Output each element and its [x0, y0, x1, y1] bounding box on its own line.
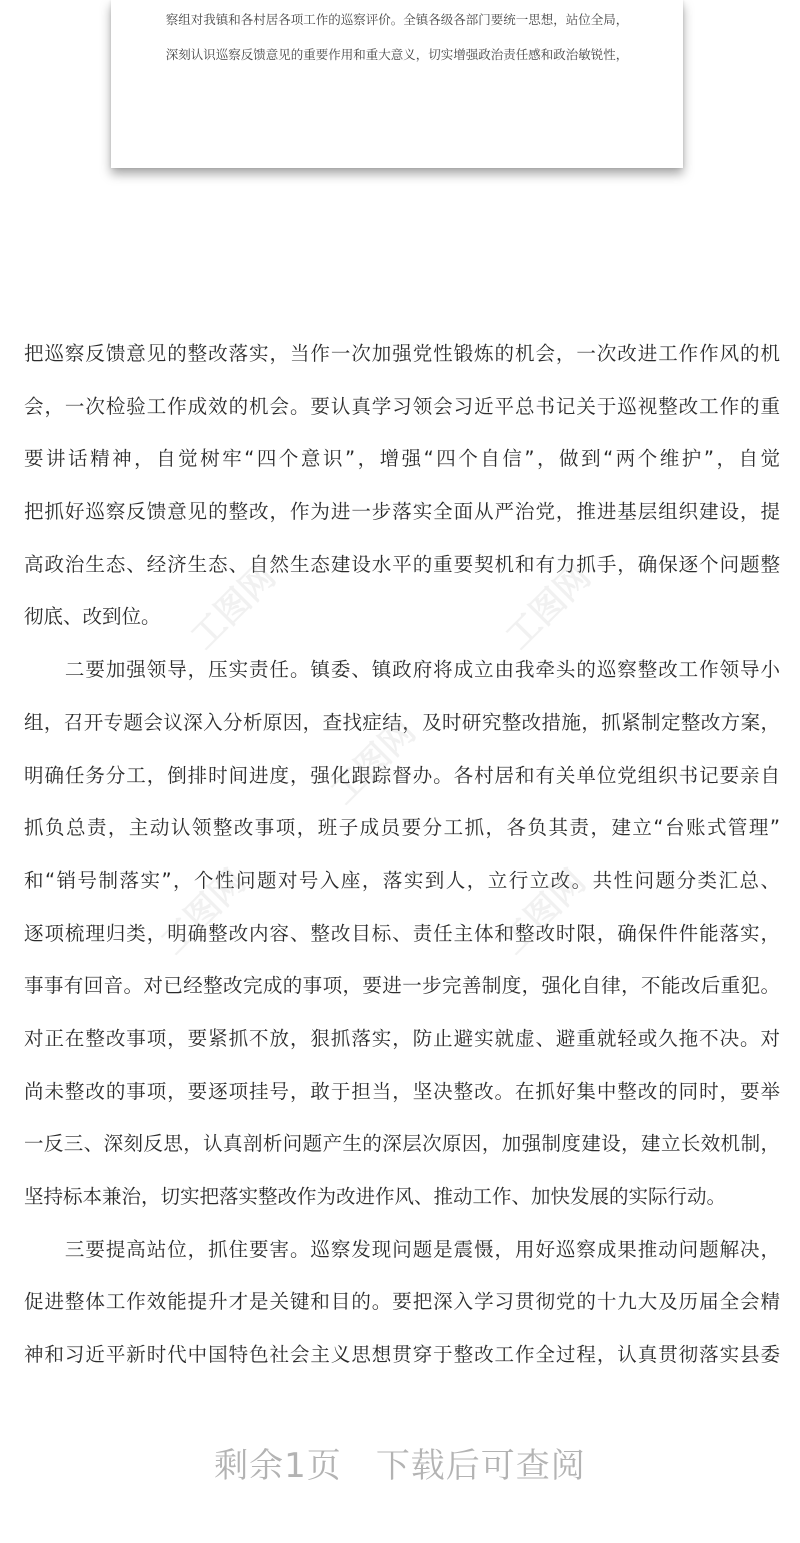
watermark: 工图网 — [493, 861, 594, 963]
body-line: 高政治生态、经济生态、自然生态建设水平的重要契机和有力抓手，确保逐个问题整 — [24, 552, 780, 576]
body-line: 坚持标本兼治，切实把落实整改作为改进作风、推动工作、加快发展的实际行动。 — [24, 1185, 727, 1208]
watermark: 工图网 — [183, 556, 284, 658]
preview-line: 深刻认识巡察反馈意见的重要作用和重大意义，切实增强政治责任感和政治敏锐性， — [165, 47, 629, 62]
body-line: 三要提高站位，抓住要害。巡察发现问题是震慑，用好巡察成果推动问题解决， — [24, 1237, 780, 1261]
remaining-pages-label: 剩余1页 — [214, 1446, 342, 1486]
body-line: 把巡察反馈意见的整改落实，当作一次加强党性锻炼的机会，一次改进工作作风的机 — [24, 342, 780, 365]
watermark: 工图网 — [498, 556, 599, 658]
body-line: 尚未整改的事项，要逐项挂号，敢于担当，坚决整改。在抓好集中整改的同时，要举 — [24, 1079, 780, 1103]
body-line: 会，一次检验工作成效的机会。要认真学习领会习近平总书记关于巡视整改工作的重 — [24, 394, 780, 418]
watermark: 工图网 — [153, 861, 254, 963]
preview-line: 察组对我镇和各村居各项工作的巡察评价。全镇各级各部门要统一思想，站位全局， — [165, 12, 629, 27]
body-line: 一反三、深刻反思，认真剖析问题产生的深层次原因，加强制度建设，建立长效机制， — [24, 1132, 780, 1156]
download-prompt-label: 下载后可查阅 — [375, 1446, 586, 1486]
body-line: 逐项梳理归类，明确整改内容、整改目标、责任主体和整改时限，确保件件能落实， — [24, 921, 780, 945]
body-line: 和“销号制落实”，个性问题对号入座，落实到人，立行立改。共性问题分类汇总、 — [24, 868, 780, 892]
body-line: 对正在整改事项，要紧抓不放，狠抓落实，防止避实就虚、避重就轻或久拖不决。对 — [24, 1026, 780, 1050]
watermark: 工图网 — [323, 711, 424, 813]
body-line: 二要加强领导，压实责任。镇委、镇政府将成立由我牵头的巡察整改工作领导小 — [24, 658, 780, 682]
document-body — [24, 328, 780, 1382]
body-line: 明确任务分工，倒排时间进度，强化跟踪督办。各村居和有关单位党组织书记要亲自 — [24, 763, 780, 787]
body-line: 事事有回音。对已经整改完成的事项，要进一步完善制度，强化自律，不能改后重犯。 — [24, 974, 780, 998]
body-line: 组，召开专题会议深入分析原因，查找症结，及时研究整改措施，抓紧制定整改方案， — [24, 710, 780, 734]
download-to-view-banner[interactable] — [0, 1438, 800, 1487]
body-line: 神和习近平新时代中国特色社会主义思想贯穿于整改工作全过程，认真贯彻落实县委 — [24, 1343, 780, 1367]
body-line: 促进整体工作效能提升才是关键和目的。要把深入学习贯彻党的十九大及历届全会精 — [24, 1290, 780, 1314]
body-line: 把抓好巡察反馈意见的整改，作为进一步落实全面从严治党，推进基层组织建设，提 — [24, 500, 780, 524]
preview-card — [111, 0, 683, 168]
body-line: 抓负总责，主动认领整改事项，班子成员要分工抓，各负其责，建立“台账式管理” — [24, 816, 780, 840]
body-line: 彻底、改到位。 — [24, 605, 161, 629]
body-line: 要讲话精神，自觉树牢“四个意识”，增强“四个自信”，做到“两个维护”，自觉 — [24, 447, 780, 471]
